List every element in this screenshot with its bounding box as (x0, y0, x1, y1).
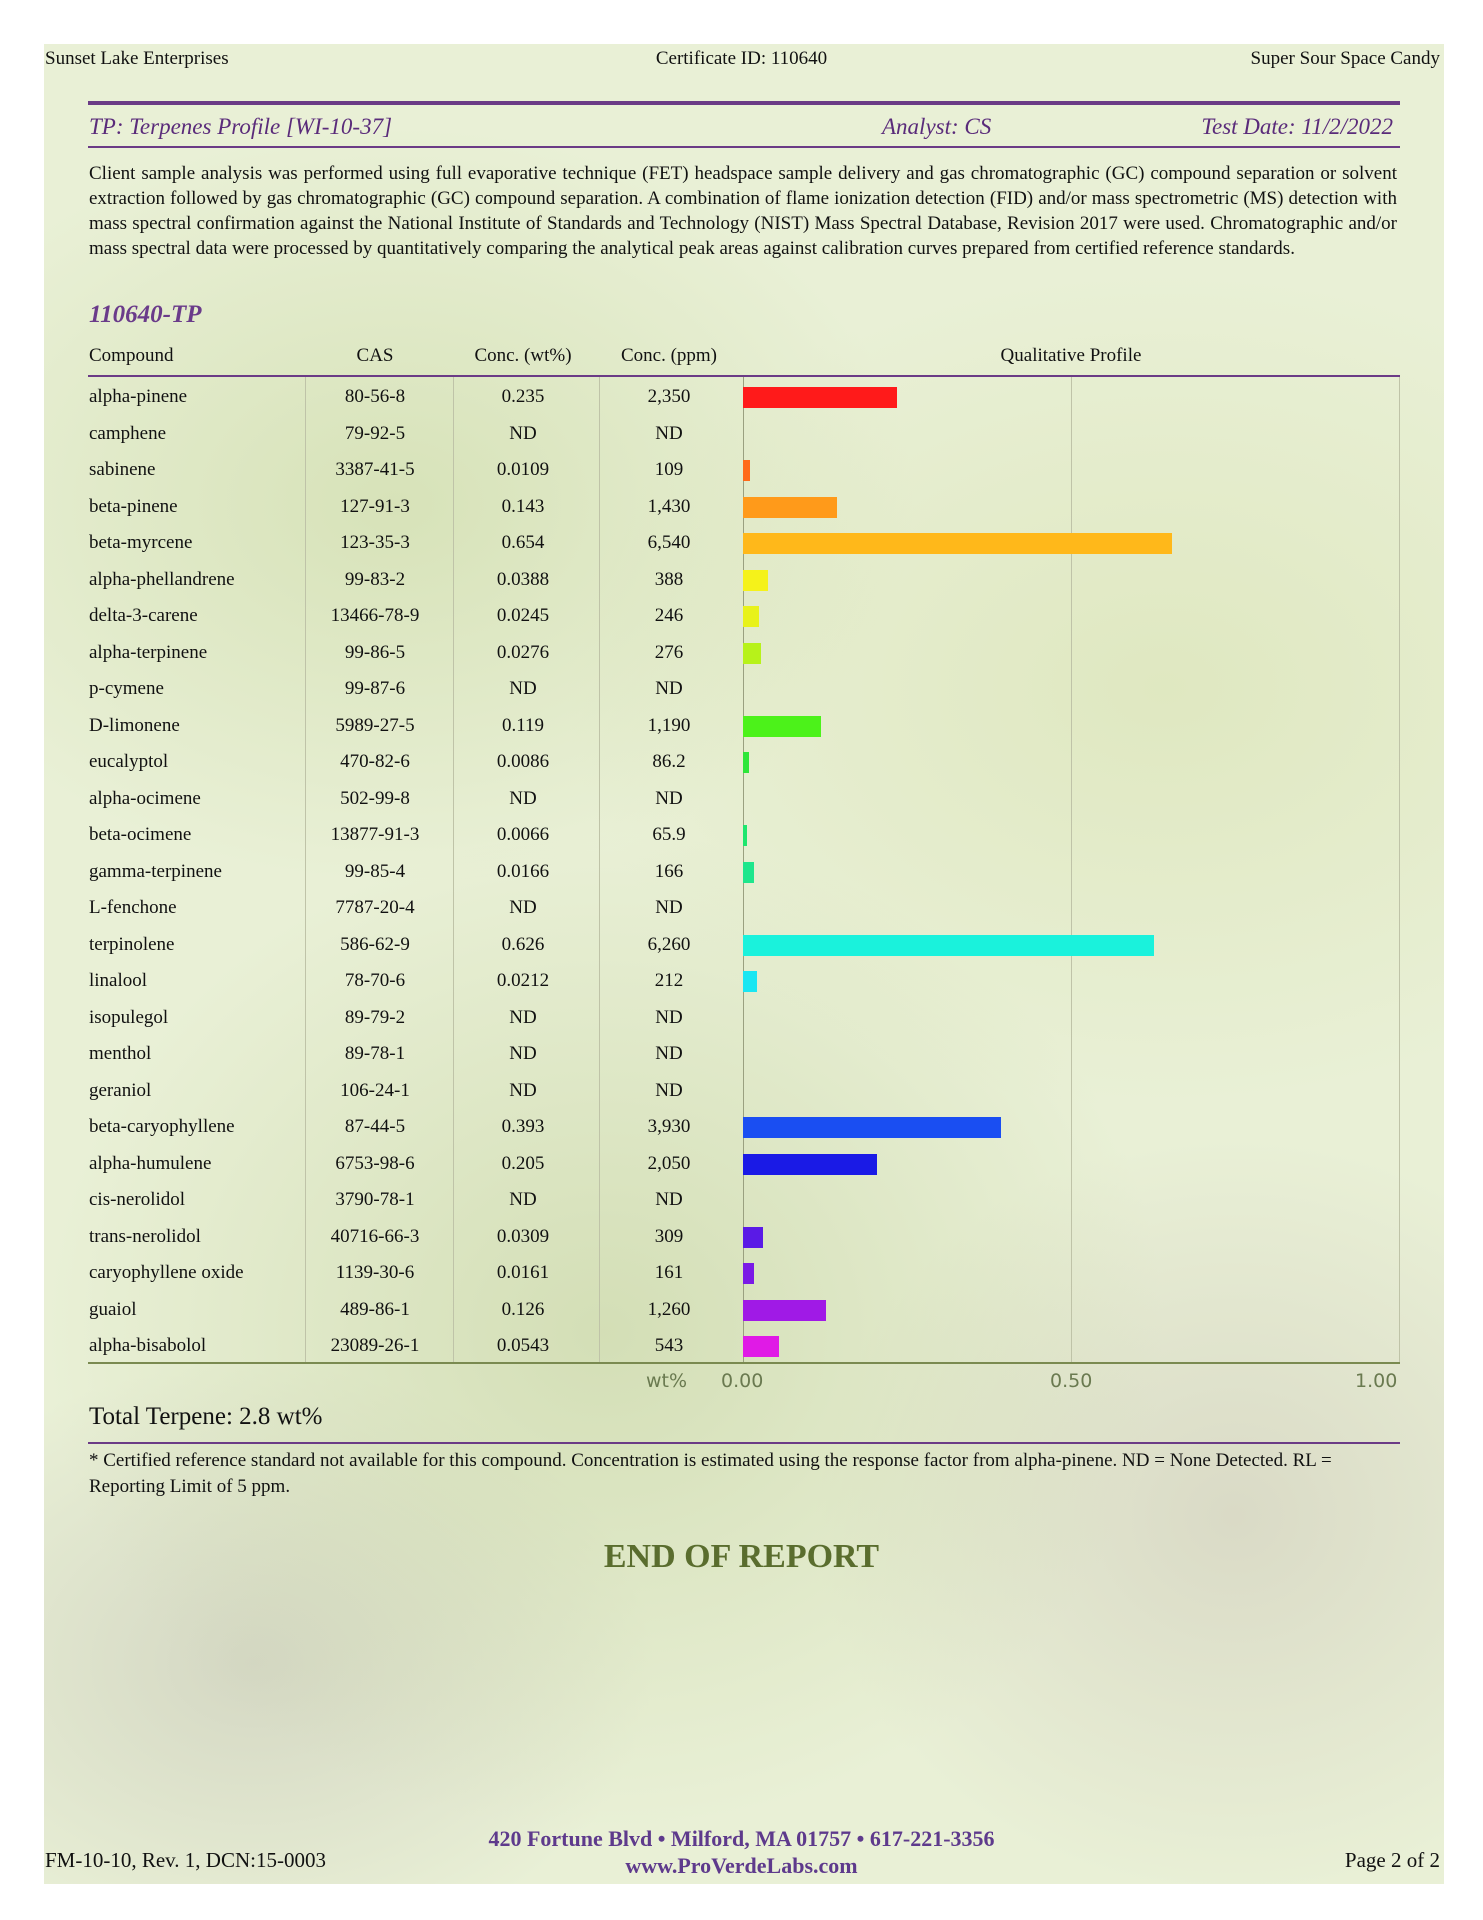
section-top-rule (88, 101, 1400, 105)
conc-wt: ND (509, 897, 537, 918)
compound-name: alpha-phellandrene (89, 568, 235, 590)
conc-ppm: 1,190 (647, 714, 691, 736)
compound-name: beta-myrcene (89, 532, 193, 553)
cas-number: 99-83-2 (344, 568, 406, 590)
table-row (89, 853, 1400, 889)
total-terpene: Total Terpene: 2.8 wt% (89, 1403, 323, 1430)
compound-name: L-fenchone (89, 897, 177, 918)
compound-name: beta-pinene (89, 495, 178, 517)
compound-name: alpha-ocimene (89, 787, 201, 809)
conc-wt: 0.0543 (496, 1335, 550, 1356)
conc-ppm: 65.9 (652, 824, 686, 845)
cas-number: 99-87-6 (344, 678, 406, 699)
compound-name: trans-nerolidol (89, 1225, 201, 1247)
col-compound: Compound (89, 345, 174, 366)
conc-wt: 0.119 (501, 714, 545, 736)
table-row (89, 780, 1400, 816)
compound-name: isopulegol (89, 1006, 169, 1028)
table-row (89, 524, 1400, 560)
lab-website[interactable]: www.ProVerdeLabs.com (625, 1853, 858, 1878)
table-row (89, 451, 1400, 487)
client-name: Sunset Lake Enterprises (45, 48, 229, 69)
table-row (89, 597, 1400, 633)
section-title-underline (88, 146, 1400, 148)
product-name: Super Sour Space Candy (1250, 48, 1440, 69)
table-row (89, 707, 1400, 743)
conc-wt: ND (509, 678, 537, 699)
profile-bar (743, 825, 747, 846)
table-header-rule (88, 375, 1400, 377)
test-date: Test Date: 11/2/2022 (1201, 114, 1393, 139)
conc-ppm: 1,260 (647, 1298, 691, 1320)
cas-number: 89-78-1 (344, 1043, 406, 1064)
certificate-id: Certificate ID: 110640 (655, 48, 828, 69)
table-row (89, 670, 1400, 706)
conc-ppm: 86.2 (652, 751, 686, 772)
profile-bar (743, 1154, 877, 1175)
compound-name: alpha-terpinene (89, 641, 208, 663)
profile-bar (743, 387, 897, 408)
sample-id: 110640-TP (89, 301, 202, 328)
cas-number: 1139-30-6 (335, 1262, 415, 1283)
conc-wt: ND (509, 1043, 537, 1064)
cas-number: 489-86-1 (340, 1298, 410, 1320)
conc-wt: 0.0066 (496, 824, 550, 845)
conc-wt: ND (509, 1189, 537, 1210)
conc-ppm: ND (655, 1079, 683, 1101)
compound-name: beta-ocimene (89, 824, 192, 845)
table-row (89, 1145, 1400, 1181)
table-row (89, 1218, 1400, 1254)
compound-name: camphene (89, 422, 167, 444)
conc-ppm: 246 (654, 605, 684, 626)
cas-number: 23089-26-1 (330, 1335, 420, 1356)
compound-name: menthol (89, 1043, 152, 1064)
axis-tick-0: 0.00 (721, 1370, 764, 1392)
table-row (89, 926, 1400, 962)
axis-tick-2: 1.00 (1355, 1370, 1398, 1392)
table-row (89, 962, 1400, 998)
conc-wt: ND (509, 422, 537, 444)
profile-bar (743, 716, 821, 737)
page-number: Page 2 of 2 (1344, 1848, 1440, 1872)
table-row (89, 1254, 1400, 1290)
compound-name: delta-3-carene (89, 605, 198, 626)
conc-ppm: 212 (654, 970, 684, 991)
profile-bar (743, 570, 768, 591)
cas-number: 80-56-8 (344, 386, 406, 407)
cas-number: 79-92-5 (344, 422, 406, 444)
conc-ppm: ND (655, 422, 683, 444)
cas-number: 127-91-3 (340, 495, 410, 517)
axis-tick-1: 0.50 (1050, 1370, 1093, 1392)
conc-ppm: 309 (654, 1225, 684, 1247)
conc-wt: 0.0086 (496, 751, 550, 772)
compound-name: alpha-pinene (89, 386, 188, 407)
cas-number: 123-35-3 (340, 532, 410, 553)
conc-ppm: 161 (654, 1262, 684, 1283)
method-description: Client sample analysis was performed using full evaporative technique (FET) headspace sample delivery and gas chromatographic (GC) compound separation or solvent extraction followed by gas chromatographic (GC) compound separation. A combination of flame ionization detection (FID) and/or mass spectrometric (MS) detection with mass spectral confirmation against the National Institute of Standards and Technology (NIST) Mass Spectral Database, Revision 2017 were used. Chromatographic and/or mass spectral data were processed by quantitatively comparing the analytical peak areas against calibration curves prepared from certified reference standards. (89, 163, 1397, 259)
section-title: TP: Terpenes Profile [WI-10-37] (89, 114, 393, 139)
cas-number: 78-70-6 (344, 970, 406, 991)
cas-number: 13877-91-3 (330, 824, 420, 845)
cas-number: 3790-78-1 (335, 1189, 415, 1210)
conc-wt: 0.0109 (496, 459, 550, 480)
compound-name: guaiol (89, 1298, 137, 1320)
conc-ppm: 166 (654, 860, 684, 882)
conc-wt: 0.0388 (496, 568, 550, 590)
conc-wt: 0.0166 (496, 860, 550, 882)
table-row (89, 1181, 1400, 1217)
lab-address: 420 Fortune Blvd • Milford, MA 01757 • 617-221-3356 (488, 1826, 995, 1851)
compound-name: beta-caryophyllene (89, 1116, 235, 1137)
profile-bar (743, 935, 1154, 956)
table-row (89, 561, 1400, 597)
table-row (89, 415, 1400, 451)
compound-name: D-limonene (89, 714, 180, 736)
compound-name: alpha-bisabolol (89, 1335, 207, 1356)
conc-ppm: 2,050 (647, 1152, 691, 1174)
profile-bar (743, 1263, 754, 1284)
compound-name: geraniol (89, 1079, 152, 1101)
profile-bar (743, 971, 757, 992)
cas-number: 6753-98-6 (335, 1152, 415, 1174)
footnote: * Certified reference standard not available for this compound. Concentration is estimated using the response factor from alpha-pinene. ND = None Detected. RL = Reporting Limit of 5 ppm. (89, 1450, 1332, 1497)
table-row (89, 1035, 1400, 1071)
cas-number: 89-79-2 (344, 1006, 406, 1028)
conc-wt: 0.393 (501, 1116, 545, 1137)
profile-bar (743, 1227, 763, 1248)
conc-wt: 0.126 (501, 1298, 545, 1320)
conc-ppm: 6,260 (647, 933, 691, 955)
analyst: Analyst: CS (882, 114, 992, 139)
table-row (89, 889, 1400, 925)
conc-wt: 0.0161 (496, 1262, 550, 1283)
conc-ppm: ND (655, 787, 683, 809)
cas-number: 502-99-8 (340, 787, 410, 809)
conc-wt: 0.205 (501, 1152, 545, 1174)
cas-number: 3387-41-5 (335, 459, 415, 480)
profile-bar (743, 643, 761, 664)
compound-name: gamma-terpinene (89, 860, 222, 882)
compound-name: linalool (89, 970, 148, 991)
end-of-report: END OF REPORT (603, 1538, 880, 1575)
col-cas: CAS (356, 345, 394, 366)
profile-bar (743, 497, 837, 518)
cas-number: 470-82-6 (340, 751, 410, 772)
axis-unit: wt% (646, 1370, 688, 1392)
conc-ppm: 543 (654, 1335, 684, 1356)
conc-ppm: 6,540 (647, 532, 691, 553)
compound-name: p-cymene (89, 678, 164, 699)
conc-ppm: 3,930 (647, 1116, 691, 1137)
table-bottom-rule (88, 1362, 1400, 1364)
conc-wt: 0.0276 (496, 641, 550, 663)
conc-ppm: 276 (654, 641, 684, 663)
conc-wt: ND (509, 1006, 537, 1028)
conc-wt: 0.0309 (496, 1225, 550, 1247)
form-id: FM-10-10, Rev. 1, DCN:15-0003 (45, 1848, 326, 1872)
cas-number: 586-62-9 (340, 933, 410, 955)
conc-ppm: ND (655, 897, 683, 918)
compound-name: cis-nerolidol (89, 1189, 186, 1210)
conc-ppm: ND (655, 1006, 683, 1028)
conc-wt: 0.235 (501, 386, 545, 407)
conc-ppm: 2,350 (647, 386, 691, 407)
conc-wt: 0.0245 (496, 605, 550, 626)
table-row (89, 378, 1400, 414)
compound-name: alpha-humulene (89, 1152, 212, 1174)
conc-ppm: ND (655, 1043, 683, 1064)
cas-number: 99-85-4 (344, 860, 406, 882)
cas-number: 5989-27-5 (335, 714, 415, 736)
conc-ppm: ND (655, 1189, 683, 1210)
cas-number: 87-44-5 (344, 1116, 406, 1137)
conc-wt: ND (509, 787, 537, 809)
table-row (89, 999, 1400, 1035)
profile-bar (743, 752, 749, 773)
table-row (89, 816, 1400, 852)
compound-name: eucalyptol (89, 751, 169, 772)
cas-number: 7787-20-4 (335, 897, 415, 918)
cas-number: 99-86-5 (344, 641, 406, 663)
profile-bar (743, 606, 759, 627)
table-row (89, 634, 1400, 670)
conc-ppm: ND (655, 678, 683, 699)
compound-name: terpinolene (89, 933, 175, 955)
col-conc-wt: Conc. (wt%) (474, 345, 572, 366)
profile-bar (743, 1117, 1001, 1138)
table-row (89, 488, 1400, 524)
conc-wt: 0.626 (501, 933, 545, 955)
conc-wt: ND (509, 1079, 537, 1101)
compound-name: sabinene (89, 459, 156, 480)
table-row (89, 1072, 1400, 1108)
profile-bar (743, 460, 750, 481)
profile-bar (743, 862, 754, 883)
col-conc-ppm: Conc. (ppm) (620, 345, 718, 366)
conc-wt: 0.143 (501, 495, 545, 517)
profile-bar (743, 1300, 826, 1321)
cas-number: 106-24-1 (340, 1079, 410, 1101)
conc-ppm: 109 (654, 459, 684, 480)
profile-bar (743, 533, 1172, 554)
cas-number: 13466-78-9 (330, 605, 420, 626)
table-row (89, 1327, 1400, 1363)
table-row (89, 1291, 1400, 1327)
compound-name: caryophyllene oxide (89, 1262, 244, 1283)
table-row (89, 743, 1400, 779)
col-qualitative-profile: Qualitative Profile (1000, 345, 1142, 366)
conc-ppm: 1,430 (647, 495, 691, 517)
conc-wt: 0.0212 (496, 970, 550, 991)
table-row (89, 1108, 1400, 1144)
conc-ppm: 388 (654, 568, 684, 590)
conc-wt: 0.654 (501, 532, 545, 553)
cas-number: 40716-66-3 (330, 1225, 420, 1247)
total-rule (88, 1442, 1400, 1444)
profile-bar (743, 1336, 779, 1357)
